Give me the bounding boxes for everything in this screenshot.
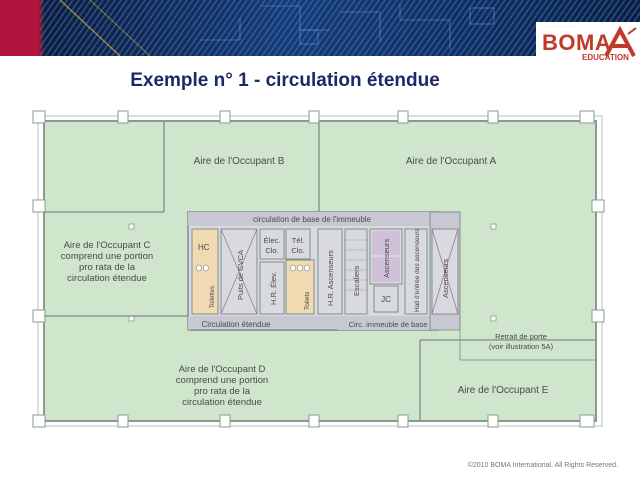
label-occupant-d-2: comprend une portion xyxy=(175,375,269,386)
label-ascenseurs-2: Ascenseurs xyxy=(441,258,450,298)
label-occupant-c-4: circulation étendue xyxy=(67,273,147,284)
logo-name: BOMA xyxy=(542,30,612,55)
copyright-notice: ©2010 BOMA International. All Rights Reserved. xyxy=(467,462,618,469)
label-occupant-c-2: comprend une portion xyxy=(60,251,154,262)
slide-title: Exemple n° 1 - circulation étendue xyxy=(130,70,440,91)
label-occupant-d-1: Aire de l'Occupant D xyxy=(178,364,266,375)
label-occupant-b: Aire de l'Occupant B xyxy=(193,156,285,167)
label-jc: JC xyxy=(381,295,391,304)
label-elec-2: Clo. xyxy=(265,246,279,255)
label-tel-2: Clo. xyxy=(291,246,305,255)
label-occupant-e: Aire de l'Occupant E xyxy=(457,385,549,396)
label-occupant-c-1: Aire de l'Occupant C xyxy=(63,240,151,251)
label-base-circ: Circ. immeuble de base xyxy=(348,320,428,329)
logo-tagline: · · · · · · · · · · · · xyxy=(546,24,575,29)
label-hc: HC xyxy=(198,243,210,252)
label-elec-1: Élec. xyxy=(263,236,281,245)
label-door-setback-2: (voir illustration 5A) xyxy=(488,342,554,351)
label-occupant-c-3: pro rata de la xyxy=(79,262,135,273)
label-door-setback-1: Retrait de porte xyxy=(495,332,547,341)
logo-sub: EDUCATION xyxy=(582,53,629,62)
label-hr-elev: H.R. Élev. xyxy=(269,271,278,305)
label-hr-ascenseurs: H.R. Ascenseurs xyxy=(326,250,335,306)
label-hall: Hall d'entrée des ascenseurs xyxy=(414,228,421,312)
label-escaliers: Escaliers xyxy=(352,265,361,296)
label-tel-1: Tél. xyxy=(291,236,305,245)
label-occupant-d-3: pro rata de la xyxy=(194,386,250,397)
label-occupant-a: Aire de l'Occupant A xyxy=(405,156,497,167)
label-occupant-d-4: circulation étendue xyxy=(182,397,262,408)
label-base-circulation: circulation de base de l'immeuble xyxy=(252,215,372,224)
label-toilets: Toilets xyxy=(304,291,311,310)
label-ascenseurs-1: Ascenseurs xyxy=(382,238,391,278)
label-toilettes: Toilettes xyxy=(210,285,216,308)
label-hvac-shaft: Puits de CVCA xyxy=(236,249,245,300)
label-extended-circulation: Circulation étendue xyxy=(201,320,271,329)
